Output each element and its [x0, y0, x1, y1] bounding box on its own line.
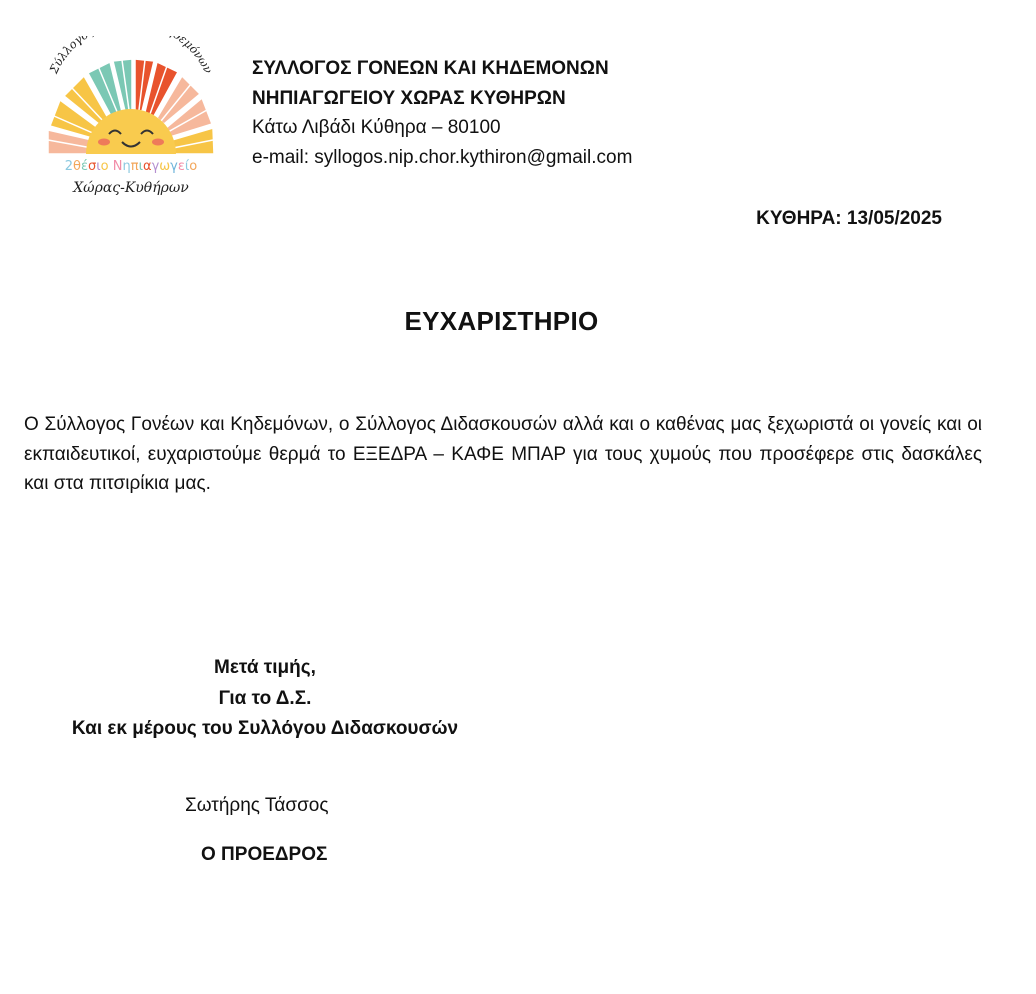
closing-block — [40, 653, 490, 745]
logo-line1-char: γ — [170, 159, 178, 174]
org-address: Κάτω Λιβάδι Κύθηρα – 80100 — [252, 117, 501, 138]
logo-line1-char: η — [122, 159, 131, 174]
logo-line1-char: Ν — [112, 159, 123, 174]
letterhead — [252, 54, 632, 172]
logo-line1-char: ο — [100, 159, 109, 174]
document-title: ΕΥΧΑΡΙΣΤΗΡΙΟ — [404, 306, 599, 336]
place-date: ΚΥΘΗΡΑ: 13/05/2025 — [756, 208, 942, 229]
closing-line2: Για το Δ.Σ. — [218, 687, 312, 709]
org-email: e-mail: syllogos.nip.chor.kythiron@gmail.com — [252, 146, 633, 168]
logo-line1-char: σ — [88, 159, 97, 174]
logo-line1-char: ί — [184, 159, 190, 174]
logo-line1-char: θ — [73, 159, 81, 174]
logo-line1-char: ι — [96, 159, 101, 174]
signer-name: Σωτήρης Τάσσος — [185, 795, 329, 816]
logo-line1-char: ε — [177, 159, 185, 174]
logo-line1-char: 2 — [64, 159, 74, 174]
logo-arc-text: Σύλλογ εμόνων — [46, 36, 216, 76]
org-name-line1: ΣΥΛΛΟΓΟΣ ΓΟΝΕΩΝ ΚΑΙ ΚΗΔΕΜΟΝΩΝ — [252, 58, 609, 79]
logo-line1-char: α — [142, 159, 152, 174]
signer-title: Ο ΠΡΟΕΔΡΟΣ — [201, 844, 328, 865]
logo-line1 — [65, 159, 198, 174]
logo-line1-char: π — [130, 159, 139, 174]
org-name-line2: ΝΗΠΙΑΓΩΓΕΙΟΥ ΧΩΡΑΣ ΚΥΘΗΡΩΝ — [252, 87, 566, 109]
sun-right-cheek — [152, 139, 164, 146]
letter-body: Ο Σύλλογος Γονέων και Κηδεμόνων, ο Σύλλογος Διδασκουσών αλλά και ο καθένας μας ξεχωριστά οι γονείς και οι εκπαιδευτικοί, ευχαριστούμε θερμά το ΕΞΕΔΡΑ – ΚΑΦΕ ΜΠΑΡ για τους χυμούς που προσέφερε στις δασκάλες και στα πιτσιρίκια μας. — [24, 414, 982, 494]
sun-left-cheek — [98, 139, 110, 146]
logo-line2: Χώρας-Κυθήρων — [73, 180, 189, 196]
logo-line1-char: ο — [189, 159, 198, 174]
sun-logo-graphic — [40, 36, 222, 206]
closing-line3: Και εκ μέρους του Συλλόγου Διδασκουσών — [71, 718, 459, 739]
closing-line1: Μετά τιμής, — [214, 657, 316, 678]
association-logo — [40, 36, 222, 206]
logo-line1-char: ω — [159, 159, 171, 174]
logo-line1-char: έ — [80, 159, 89, 174]
logo-line1-char: ι — [138, 159, 143, 174]
logo-line1-char: γ — [151, 159, 160, 174]
